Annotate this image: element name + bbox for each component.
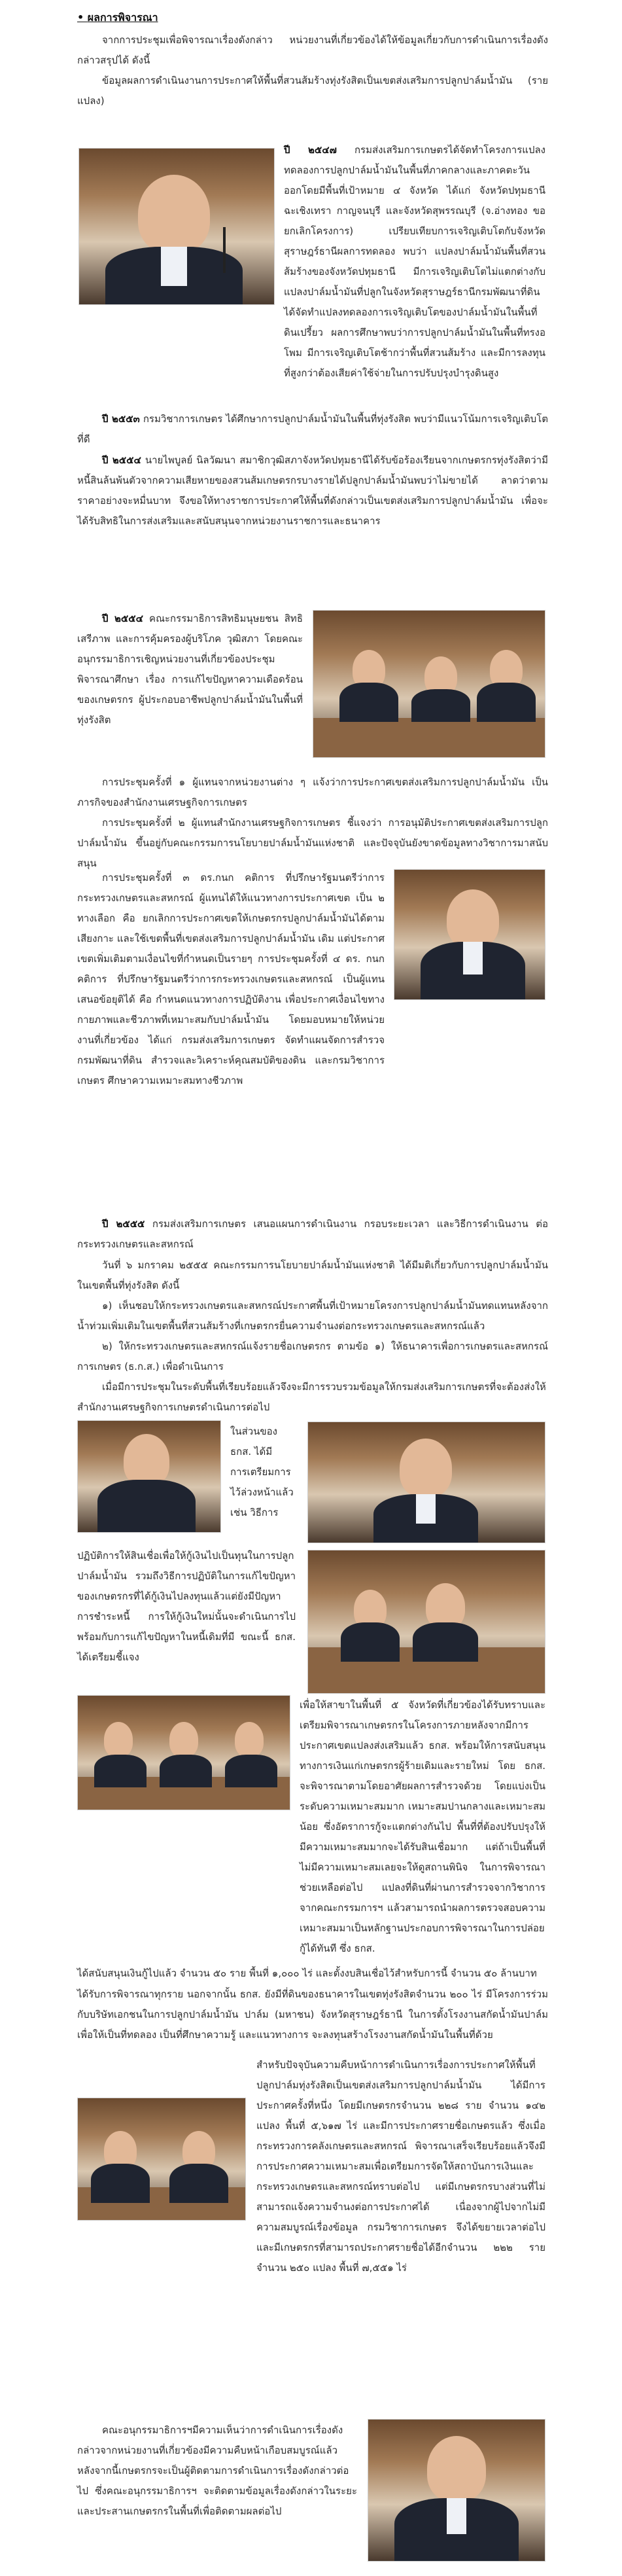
facts-paragraph: ข้อมูลผลการดำเนินงานการประกาศให้พื้นที่สวนส้มร้างทุ่งรังสิตเป็นเขตส่งเสริมการปลูกปาล์มน้ำมัน (รายแปลง) [77,75,548,107]
photo-official-at-table [77,1420,221,1533]
year-2553-block [77,409,548,450]
meeting-3-paragraph: การประชุมครั้งที่ ๓ ดร.กนก คติการ ที่ปรึกษารัฐมนตรีว่าการกระทรวงเกษตรและสหกรณ์ ผู้แทนได้ให้แนวทางการประกาศเขต เป็น ๒ ทางเลือก คือ ยกเลิกการประกาศเขตให้เกษตรกรปลูกปาล์มน้ำมันได้ตามเสียงกาะ และใช้เขตพื้นที่เขตส่งเสริมการปลูกปาล์มน้ำมัน เดิม แต่ประกาศเขตเพิ่มเติมตามเงื่อนไขที่กำหนดเป็นรายๆ การประชุมครั้งที่ ๔ ดร. กนก คติการ ที่ปรึกษารัฐมนตรีว่าการกระทรวงเกษตรและสหกรณ์ เป็นผู้แทนเสนอข้อยุติได้ คือ กำหนดแนวทางการปฏิบัติงาน เพื่อประกาศเงื่อนไขทางกายภาพและชีวภาพที่เหมาะสมกับปาล์มน้ำมัน โดยมอบหมายให้หน่วยงานที่เกี่ยวข้อง ได้แก่ กรมส่งเสริมการเกษตร จัดทำแผนจัดการสำรวจ กรมพัฒนาที่ดิน สำรวจและวิเคราะห์คุณสมบัติของดิน และกรมวิชาการเกษตร ศึกษาความเหมาะสมทางชีวภาพ [77,872,385,1086]
meeting-1-paragraph: การประชุมครั้งที่ ๑ ผู้แทนจากหน่วยงานต่าง ๆ แจ้งว่าการประกาศเขตส่งเสริมการปลูกปาล์มน้ำมัน เป็นภารกิจของสำนักงานเศรษฐกิจการเกษตร [77,776,548,808]
photo-subcommittee-chair [368,2419,545,2562]
year-2547-text: กรมส่งเสริมการเกษตรได้จัดทำโครงการแปลงทดลองการปลูกปาล์มน้ำมันในพื้นที่ภาคกลางและภาคตะวันออกโดยมีพื้นที่เป้าหมาย ๔ จังหวัด ได้แก่ จังหวัดปทุมธานี ฉะเชิงเทรา กาญจนบุรี และจังหวัดสุพรรณบุรี (จ.อ่างทอง ขอยกเลิกโครงการ) เปรียบเทียบการเจริญเติบโตกับจังหวัดสุราษฎร์ธานีผลการทดลอง พบว่า แปลงปาล์มน้ำมันพื้นที่สวนส้มร้างของจังหวัดปทุมธานี มีการเจริญเติบโตไม่แตกต่างกับแปลงปาล์มน้ำมันที่ปลูกในจังหวัดสุราษฎร์ธานีกรมพัฒนาที่ดิน ได้จัดทำแปลงทดลองการเจริญเติบโตของปาล์มน้ำมันในพื้นที่ดินเปรี้ยว ผลการศึกษาพบว่าการปลูกปาล์มน้ำมันในพื้นที่ทรงอโพม มีการเจริญเติบโตช้ากว่าพื้นที่สวนส้มร้าง และมีการลงทุนที่สูงกว่าต้องเสียค่าใช้จ่ายในการปรับปรุงบำรุงดินสูง [284,144,545,379]
meeting-2-paragraph: การประชุมครั้งที่ ๒ ผู้แทนสำนักงานเศรษฐกิจการเกษตร ชี้แจงว่า การอนุมัติประกาศเขตส่งเสริมการปลูกปาล์มน้ำมัน ขึ้นอยู่กับคณะกรรมการนโยบายปาล์มน้ำมันแห่งชาติ และปัจจุบันยังขาดข้อมูลทางวิชาการมาสนับสนุน [77,817,548,869]
year-2555-label: ปี ๒๕๕๕ [102,1218,145,1230]
year-2553-text: กรมวิชาการเกษตร ได้ศึกษาการปลูกปาล์มน้ำมันในพื้นที่ทุ่งรังสิต พบว่ามีแนวโน้มการเจริญเติบโตที่ดี [77,413,549,445]
year-2554-committee-text: คณะกรรมาธิการสิทธิมนุษยชน สิทธิเสรีภาพ และการคุ้มครองผู้บริโภค วุฒิสภา โดยคณะอนุกรรมาธิการเชิญหน่วยงานที่เกี่ยวข้องประชุมพิจารณาศึกษา เรื่อง การแก้ไขปัญหาความเดือดร้อนของเกษตรกร ผู้ประกอบอาชีพปลูกปาล์มน้ำมันในพื้นที่ทุ่งรังสิต [77,613,303,726]
photo-meeting-discussion [77,2098,246,2221]
baac-loans-paragraph: ได้สนับสนุนเงินกู้ไปแล้ว จำนวน ๕๐ ราย พื้นที่ ๑,๐๐๐ ไร่ และตั้งงบสินเชื่อไว้สำหรับการนี้ จำนวน ๕๐ ล้านบาท [77,1967,537,1979]
year-2547-label: ปี ๒๕๔๗ [284,144,337,156]
intro-paragraph: จากการประชุมเพื่อพิจารณาเรื่องดังกล่าว หน่วยงานที่เกี่ยวข้องได้ให้ข้อมูลเกี่ยวกับการดำเนินการเรื่องดังกล่าวสรุปได้ ดังนี้ [77,34,548,66]
photo-advisor-speaking [394,869,545,1000]
year-2554-committee-label: ปี ๒๕๕๔ [102,613,143,624]
photo-meeting-participants [307,1550,545,1694]
year-2555-text: กรมส่งเสริมการเกษตร เสนอแผนการดำเนินงาน กรอบระยะเวลา และวิธีการดำเนินงาน ต่อกระทรวงเกษตรและสหกรณ์ [77,1218,548,1250]
year-2555-block [77,1214,548,1255]
photo-committee-meeting [313,610,545,758]
year-2554-complaint-label: ปี ๒๕๕๔ [102,454,141,466]
photo-senator-speaking [78,148,275,305]
year-2547-block [284,140,545,384]
year-2554-complaint-block [77,450,548,531]
baac-intro-paragraph: ในส่วนของ ธกส. ได้มีการเตรียมการไว้ล่วงหน้าแล้ว เช่น วิธีการ [230,1425,294,1518]
photo-baac-representative [307,1422,545,1543]
section-heading: • ผลการพิจารณา [77,11,158,24]
resolution-1-paragraph: ๑) เห็นชอบให้กระทรวงเกษตรและสหกรณ์ประกาศพื้นที่เป้าหมายโครงการปลูกปาล์มน้ำมันทดแทนหลังจากน้ำท่วมเพิ่มเติมในเขตพื้นที่สวนส้มร้างที่เกษตรกรยื่นความจำนงต่อกระทรวงเกษตรและสหกรณ์แล้ว [77,1300,548,1332]
baac-land-paragraph: ได้รับการพิจารณาทุกราย นอกจากนั้น ธกส. ยังมีที่ดินของธนาคารในเขตทุ่งรังสิตจำนวน ๒๐๐ ไร่ มีโครงการร่วมกับบริษัทเอกชนในการปลูกปาล์มน้ำมัน ปาล์ม (มหาชน) จังหวัดสุราษฎร์ธานี ในการตั้งโรงงานสกัดน้ำมันปาล์ม เพื่อให้เป็นที่ทดลอง เป็นที่ศึกษาความรู้ และแนวทางการ จะลงทุนสร้างโรงงานสกัดน้ำมันในพื้นที่ด้วย [77,1988,548,2041]
closing-paragraph: คณะอนุกรรมาธิการฯมีความเห็นว่าการดำเนินการเรื่องดังกล่าวจากหน่วยงานที่เกี่ยวข้องมีความคืบหน้าเกือบสมบูรณ์แล้ว หลังจากนี้เกษตรกรจะเป็นผู้ติดตามการดำเนินการเรื่องดังกล่าวต่อไป ซึ่งคณะอนุกรรมาธิการฯ จะติดตามข้อมูลเรื่องดังกล่าวในระยะและประสานเกษตรกรในพื้นที่เพื่อติดตามผลต่อไป [77,2424,357,2517]
resolution-2-paragraph: ๒) ให้กระทรวงเกษตรและสหกรณ์แจ้งรายชื่อเกษตรกร ตามข้อ ๑) ให้ธนาคารเพื่อการเกษตรและสหกรณ์การเกษตร (ธ.ก.ส.) เพื่อดำเนินการ [77,1340,548,1372]
year-2554-committee-block [77,609,303,730]
january-resolution-paragraph: วันที่ ๖ มกราคม ๒๕๕๕ คณะกรรมการนโยบายปาล์มน้ำมันแห่งชาติ ได้มีมติเกี่ยวกับการปลูกปาล์มน้ำมันในเขตพื้นที่ทุ่งรังสิต ดังนี้ [77,1259,548,1291]
baac-branches-paragraph: เพื่อให้สาขาในพื้นที่ ๕ จังหวัดที่เกี่ยวข้องได้รับทราบและเตรียมพิจารณาเกษตรกรในโครงการภายหลังจากมีการประกาศเขตแปลงส่งเสริมแล้ว ธกส. พร้อมให้การสนับสนุนทางการเงินแก่เกษตรกรผู้ร้ายเดิมและรายใหม่ โดย ธกส. จะพิจารณาตามโดยอาศัยผลการสำรวจด้วย โดยแบ่งเป็นระดับความเหมาะสมมาก เหมาะสมปานกลางและเหมาะสมน้อย ซึ่งอัตราการกู้จะแตกต่างกันไป พื้นที่ที่ต้องปรับปรุงให้มีความเหมาะสมมากจะได้รับสินเชื่อมาก แต่ถ้าเป็นพื้นที่ไม่มีความเหมาะสมเลยจะให้ดูสถานพินิจ ในการพิจารณาช่วยเหลือต่อไป แปลงที่ดินที่ผ่านการสำรวจจากวิชาการจากคณะกรรมการฯ แล้วสามารถนำผลการตรวจสอบความเหมาะสมมาเป็นหลักฐานประกอบการพิจารณาในการปล่อยกู้ได้ทันที ซึ่ง ธกส. [300,1699,545,1954]
year-2554-complaint-text: นายไพบูลย์ นิลวัฒนา สมาชิกวุฒิสภาจังหวัดปทุมธานีได้รับข้อร้องเรียนจากเกษตรกรทุ่งรังสิตว่ามีหนี้สินล้นพ้นตัวจากความเสียหายของสวนส้มเกษตรกรบางรายได้ปลูกปาล์มน้ำมันพบว่าไม่ขายได้ ลาดว่าตามราคาอย่างจะหมื่นบาท จึงขอให้ทางราชการประกาศให้พื้นที่ดังกล่าวเป็นเขตส่งเสริมการปลูกปาล์มน้ำมัน เพื่อจะได้รับสิทธิในการส่งเสริมและสนับสนุนจากหน่วยงานราชการและธนาคาร [77,454,548,527]
section-heading-text: ผลการพิจารณา [87,11,158,24]
baac-credit-paragraph: ปฏิบัติการให้สินเชื่อเพื่อให้กู้เงินไปเป็นทุนในการปลูกปาล์มน้ำมัน รวมถึงวิธีการปฏิบัติในการแก้ไขปัญหาของเกษตรกรที่ได้กู้เงินไปลงทุนแล้วแต่ยังมีปัญหาการชำระหนี้ การให้กู้เงินใหม่นั้นจะดำเนินการไปพร้อมกับการแก้ไขปัญหาในหนี้เดิมที่มี ขณะนี้ ธกส. ได้เตรียมชี้แจง [77,1550,296,1663]
year-2553-label: ปี ๒๕๕๓ [102,413,140,425]
photo-staff-meeting [77,1695,290,1810]
progress-text: สำหรับปัจจุบันความคืบหน้าการดำเนินการเรื่องการประกาศให้พื้นที่ปลูกปาล์มทุ่งรังสิตเป็นเขตส่งเสริมการปลูกปาล์มน้ำมัน ได้มีการประกาศครั้งที่หนึ่ง โดยมีเกษตรกรจำนวน ๒๒๘ ราย จำนวน ๑๔๒ แปลง พื้นที่ ๕,๖๑๗ ไร่ และมีการประกาศรายชื่อเกษตรแล้ว ซึ่งเมื่อกระทรวงการคลังเกษตรและสหกรณ์ พิจารณาเสร็จเรียบร้อยแล้วจึงมีการประกาศความเหมาะสมเพื่อเตรียมการจัดให้สถาบันการเงินและกระทรวงเกษตรและสหกรณ์ทราบต่อไป แต่มีเกษตรกรบางส่วนที่ไม่สามารถแจ้งความจำนงต่อการประกาศได้ เนื่องจากผู้ไปจากไม่มีความสมบูรณ์เรื่องข้อมูล กรมวิชาการเกษตร จึงได้ขยายเวลาต่อไป และมีเกษตรกรที่สามารถประกาศรายชื่อได้อีกจำนวน ๒๒๒ ราย จำนวน ๒๕๐ แปลง พื้นที่ ๗,๕๕๑ ไร่ [256,2059,545,2274]
survey-paragraph: เมื่อมีการประชุมในระดับพื้นที่เรียบร้อยแล้วจึงจะมีการรวบรวมข้อมูลให้กรมส่งเสริมการเกษตรที่จะต้องส่งให้สำนักงานเศรษฐกิจการเกษตรดำเนินการต่อไป [77,1381,546,1413]
